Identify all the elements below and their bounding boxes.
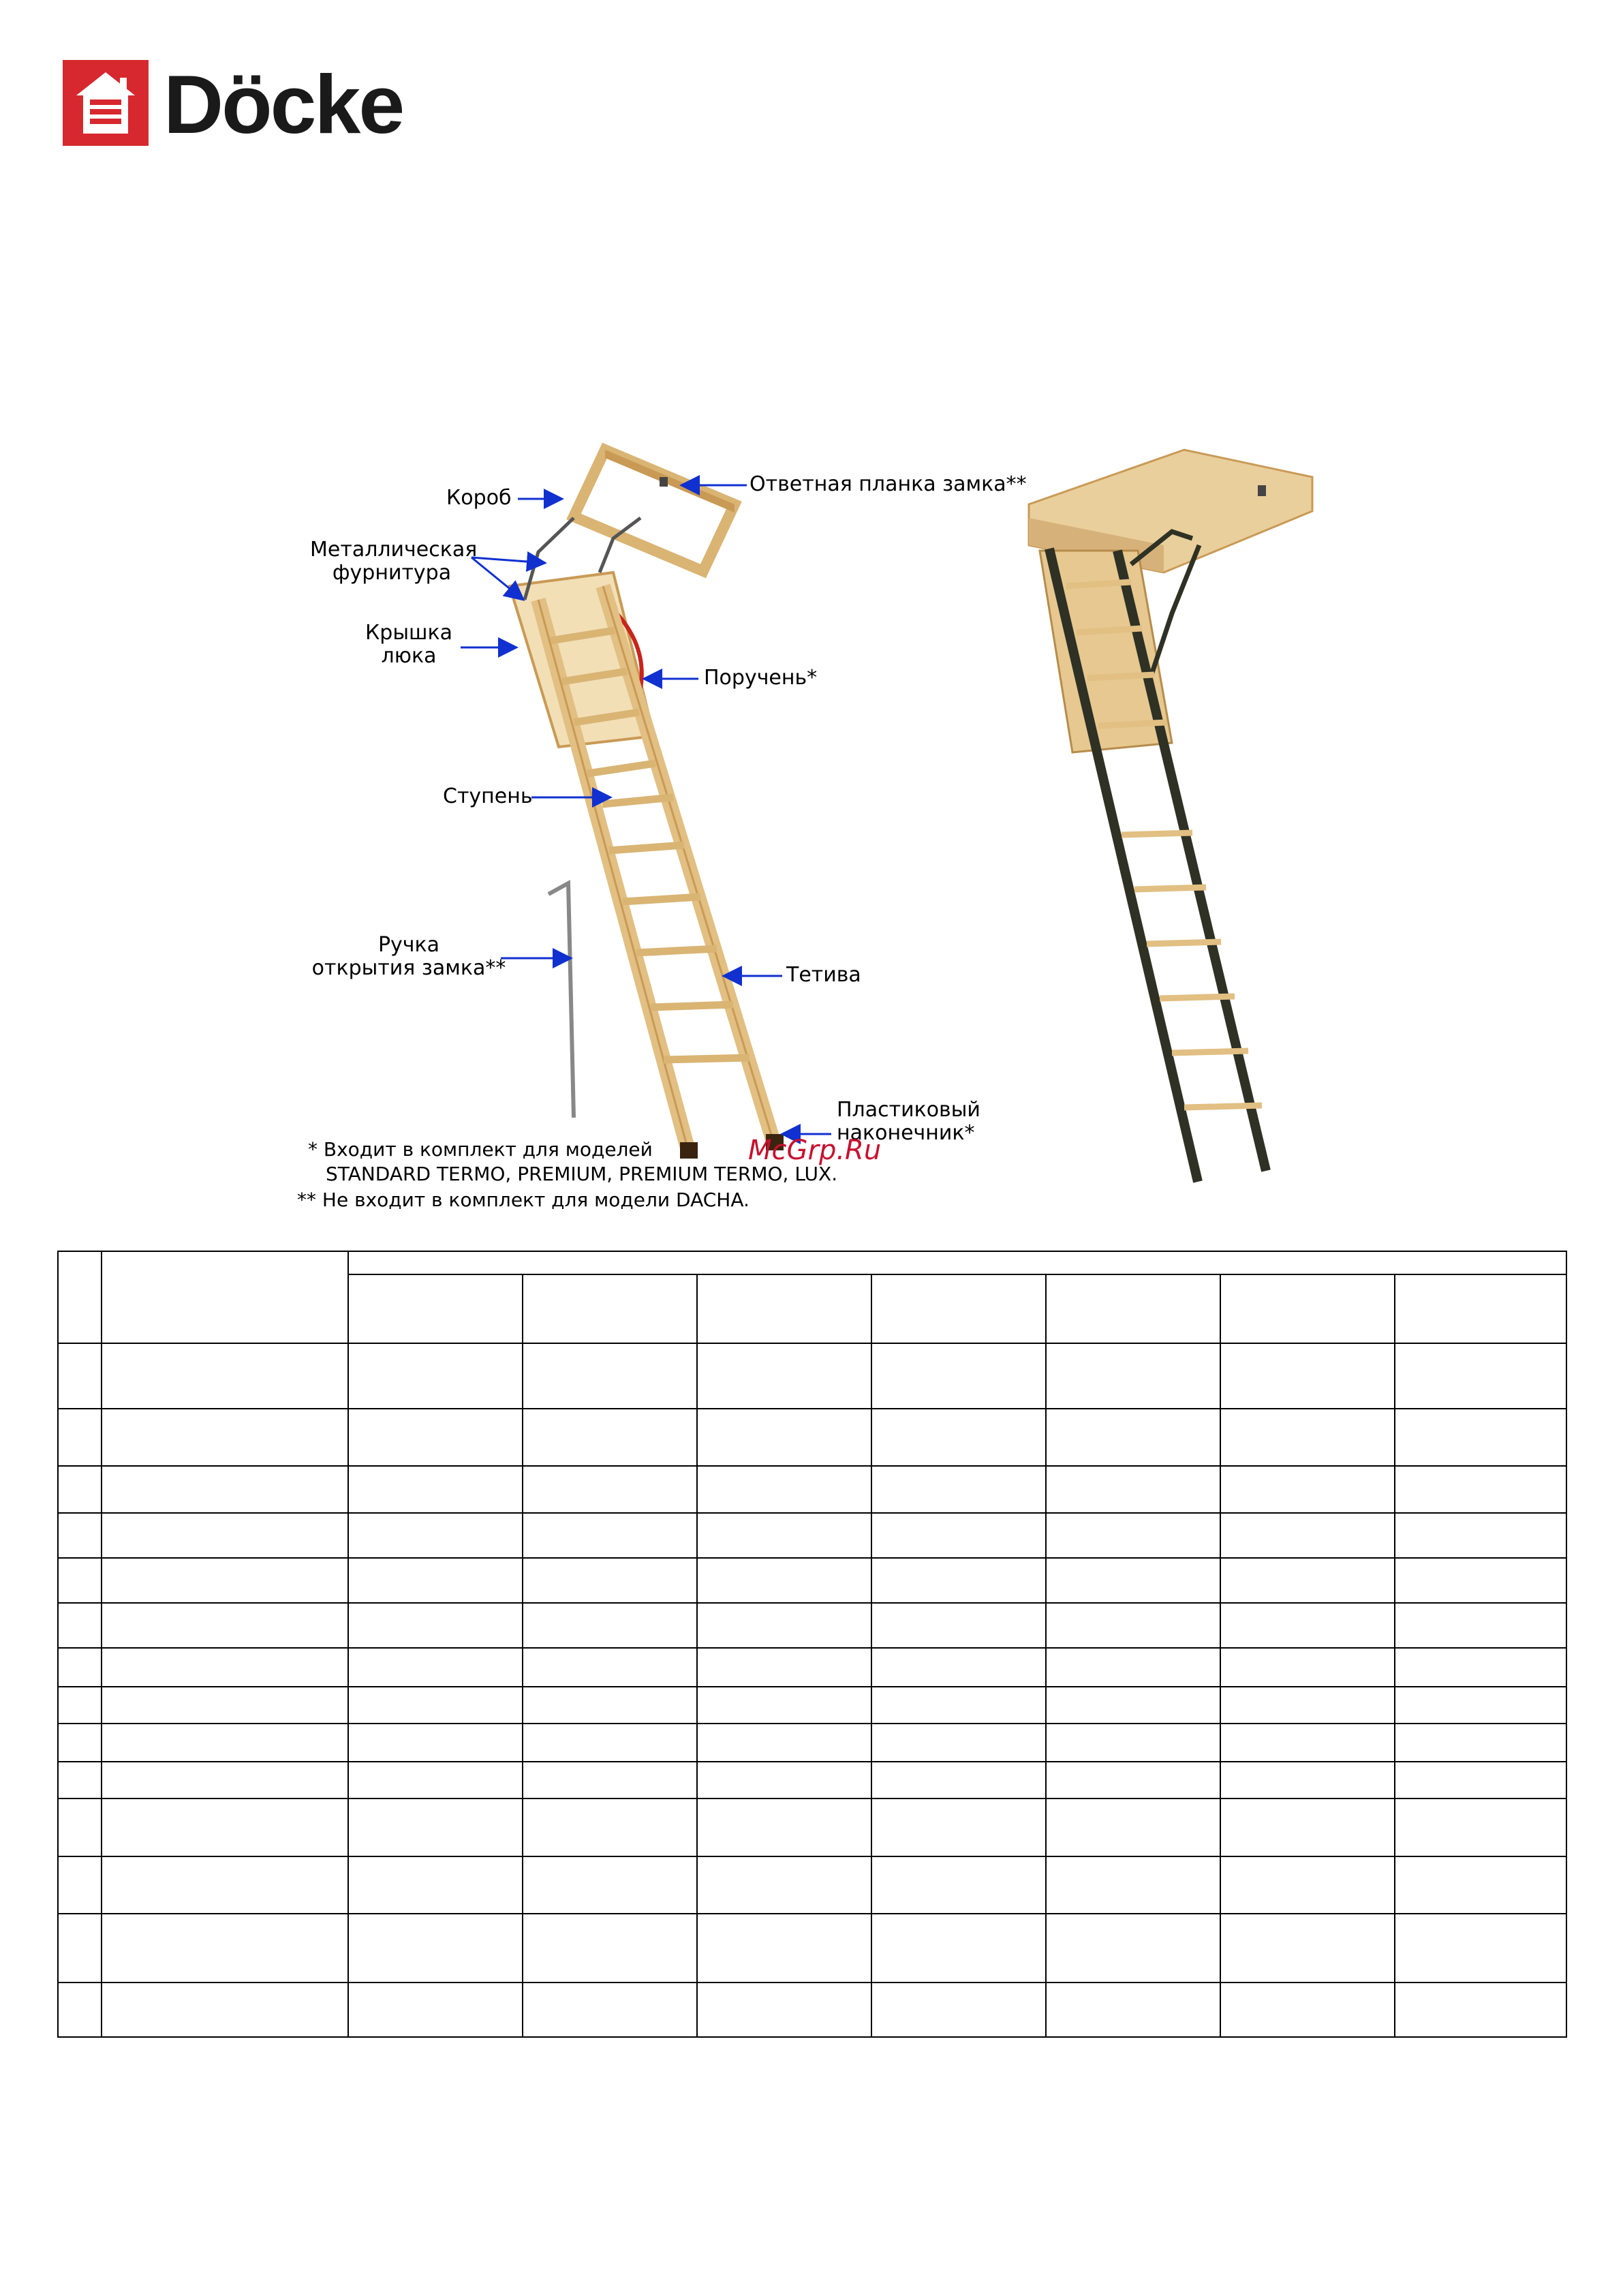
- table-row: [58, 1762, 1566, 1798]
- label-metal-fittings-1: Металлическая: [310, 538, 478, 562]
- label-hatch-cover-1: Крышка: [365, 621, 452, 645]
- table-row: [58, 1513, 1566, 1558]
- table-row: [58, 1343, 1566, 1409]
- table-header-row: [58, 1251, 1566, 1274]
- ladder-illustration: [0, 409, 1623, 1227]
- house-logo-icon: [63, 60, 149, 146]
- table-row: [58, 1856, 1566, 1914]
- label-lock-handle-2: открытия замка**: [311, 956, 506, 980]
- table-row: [58, 1409, 1566, 1466]
- table-cell: [58, 1251, 102, 1343]
- label-plastic-tip-1: Пластиковый: [837, 1098, 980, 1122]
- table-row: [58, 1558, 1566, 1603]
- footnote-1-line-2: STANDARD TERMO, PREMIUM, PREMIUM TERMO, LUX.: [326, 1163, 838, 1185]
- brand-logo: [63, 58, 417, 151]
- label-korob: Короб: [446, 486, 512, 510]
- table-row: [58, 1603, 1566, 1648]
- table-cell: [102, 1251, 348, 1343]
- table-row: [58, 1724, 1566, 1762]
- brand-name: Döcke: [164, 58, 403, 151]
- table-row: [58, 1687, 1566, 1724]
- label-stringer: Тетива: [786, 963, 861, 987]
- table-cell: [1220, 1274, 1395, 1343]
- label-handrail: Поручень*: [704, 666, 818, 690]
- label-hatch-cover-2: люка: [381, 644, 437, 668]
- label-arrows: [461, 485, 831, 1134]
- table-cell: [1395, 1274, 1566, 1343]
- table-cell: [1046, 1274, 1220, 1343]
- table-row: [58, 1466, 1566, 1512]
- label-strike-plate: Ответная планка замка**: [749, 472, 1027, 496]
- lock-handle-icon: [548, 883, 574, 1118]
- table-row: [58, 1914, 1566, 1982]
- label-plastic-tip-2: наконечник*: [837, 1121, 975, 1145]
- label-lock-handle-1: Ручка: [377, 933, 440, 957]
- table-row: [58, 1798, 1566, 1856]
- label-metal-fittings-2: фурнитура: [332, 561, 452, 585]
- table-cell: [871, 1274, 1046, 1343]
- wooden-ladder-illustration: [510, 450, 784, 1159]
- table-row: [58, 1983, 1566, 2037]
- table-cell: [348, 1274, 523, 1343]
- watermark: McGrp.Ru: [748, 1135, 882, 1166]
- footnote-2: ** Не входит в комплект для модели DACHA.: [297, 1189, 749, 1211]
- spec-table: [57, 1251, 1567, 2038]
- table-row: [58, 1648, 1566, 1686]
- table-cell: [523, 1274, 697, 1343]
- label-step: Ступень: [443, 784, 533, 808]
- footnote-1-line-1: * Входит в комплект для моделей: [308, 1138, 653, 1161]
- table-cell: [348, 1251, 1566, 1274]
- metal-ladder-illustration: [1029, 450, 1312, 1182]
- table-cell: [697, 1274, 871, 1343]
